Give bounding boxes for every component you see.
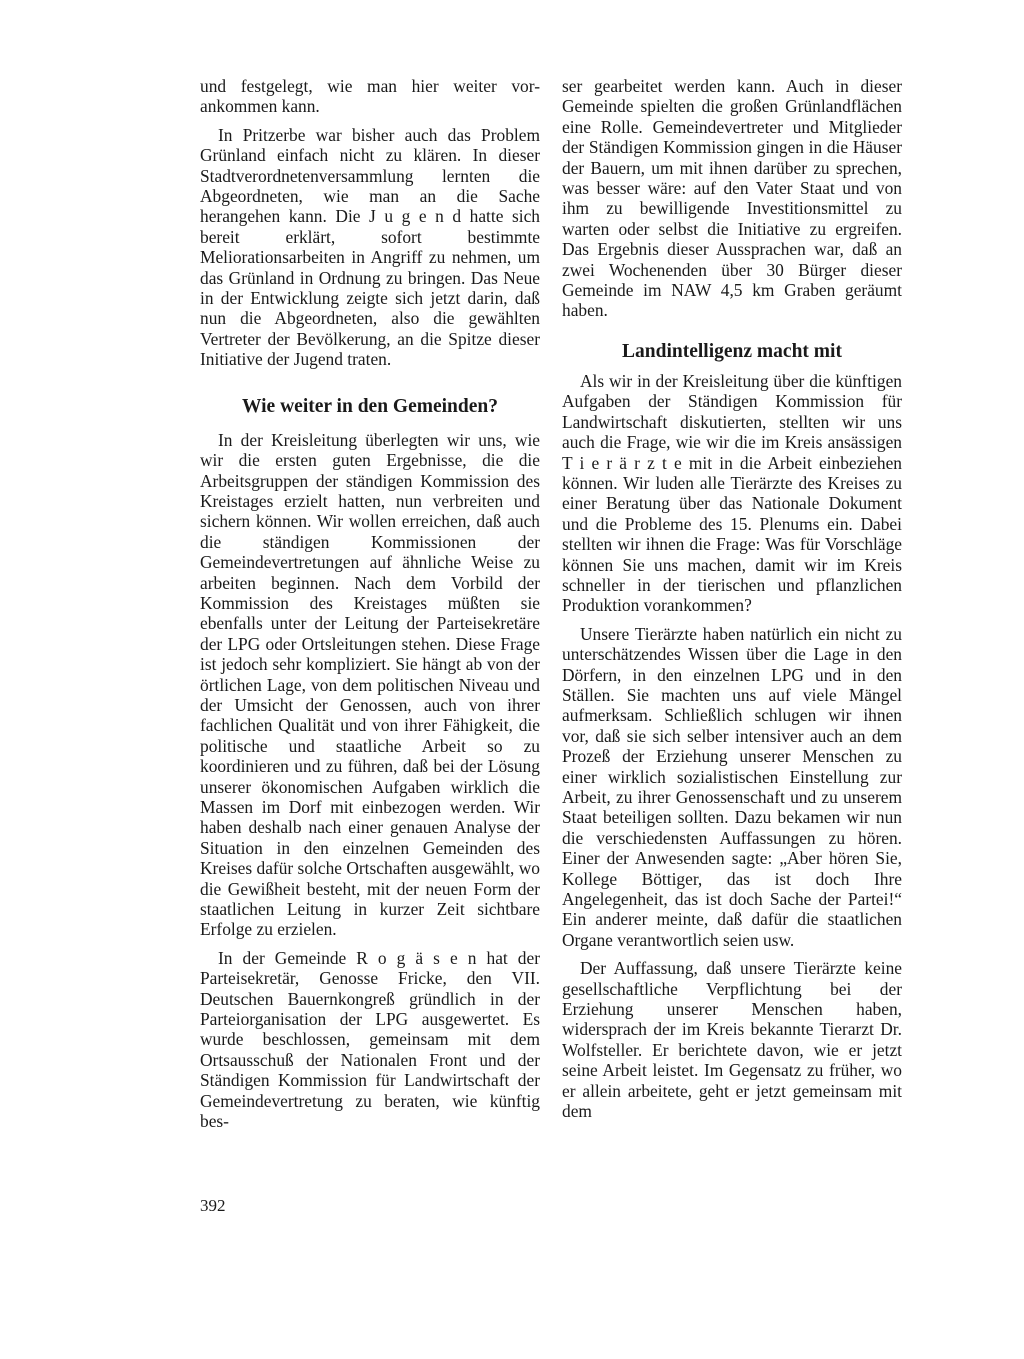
paragraph: In Pritzerbe war bisher auch das Problem Grünland einfach nicht zu klären. In dieser Stadtverordnetenversammlung lernten die Abgeordneten, wie man an die Sache herangehen kann. Die J u g e n d hatte sich bereit erklärt, sofort bestimmte Meliorationsarbeiten in Angriff zu nehmen, um das Grünland in Ordnung zu bringen. Das Neue in der Entwicklung zeigte sich jetzt darin, daß nun die Abgeordneten, also die gewählten Vertreter der Bevölkerung, an die Spitze dieser Initiative der Jugend traten. — [200, 124, 540, 370]
paragraph: ser gearbeitet werden kann. Auch in dieser Gemeinde spielten die großen Grünlandflächen eine Rolle. Gemeindevertreter und Mitglieder der Ständigen Kommission gingen in die Häuser der Bauern, um mit ihnen darüber zu sprechen, was besser wäre: auf den Vater Staat und von ihm zu bewilligende Investitionsmittel zu warten oder selbst die Initiative zu ergreifen. Das Ergebnis dieser Aussprachen war, daß an zwei Wochenenden über 30 Bürger dieser Gemeinde im NAW 4,5 km Graben geräumt haben. — [562, 76, 902, 321]
paragraph: Der Auffassung, daß unsere Tierärzte keine gesellschaftliche Verpflichtung bei der Erziehung unserer Menschen haben, widersprach der im Kreis bekannte Tierarzt Dr. Wolfsteller. Er berichtete davon, wie er jetzt seine Arbeit leistet. Im Gegensatz zu früher, wo er allein arbeitete, geht er jetzt gemeinsam mit dem — [562, 958, 902, 1122]
paragraph: In der Gemeinde R o g ä s e n hat der Parteisekretär, Genosse Fricke, den VII. Deutschen Bauernkongreß gründlich in der Parteiorganisation der LPG ausgewertet. Es wurde beschlossen, gemeinsam mit dem Ortsausschuß der Nationalen Front und der Ständigen Kommission für Landwirtschaft der Gemeindevertretung zu beraten, wie künftig bes- — [200, 947, 540, 1132]
right-column — [562, 76, 902, 1122]
paragraph: In der Kreisleitung überlegten wir uns, wie wir die ersten guten Ergebnisse, die die Arbeitsgruppen der ständigen Kommission des Kreistages erzielt hatten, nun verbreiten und sichern können. Wir wollen erreichen, daß auch die ständigen Kommissionen der Gemeindevertretungen auf ähnliche Weise zu arbeiten beginnen. Nach dem Vorbild der Kommission des Kreistages müßten sie ebenfalls unter der Leitung der Parteisekretäre der LPG oder Ortsleitungen stehen. Diese Frage ist jedoch sehr kompliziert. Sie hängt ab von der örtlichen Lage, von dem politischen Niveau und der Umsicht der Genossen, auch von ihrer fachlichen Qualität und von ihrer Fähigkeit, die politische und staatliche Arbeit so zu koordinieren und zu führen, daß bei der Lösung unserer ökonomischen Aufgaben wirklich die Massen im Dorf mit einbezogen werden. Wir haben deshalb nach einer genauen Analyse der Situation in den einzelnen Gemeinden des Kreises dafür solche Ortschaften ausgewählt, wo die Gewißheit besteht, mit der neuen Form der staatlichen Leitung in kurzer Zeit sichtbare Erfolge zu erzielen. — [200, 429, 540, 940]
paragraph: und festgelegt, wie man hier weiter vor-ankommen kann. — [200, 76, 540, 117]
page-number: 392 — [200, 1196, 226, 1215]
paragraph: Als wir in der Kreisleitung über die künftigen Aufgaben der Ständigen Kommission für Landwirtschaft diskutierten, stellten wir uns auch die Frage, wie wir die im Kreis ansässigen T i e r ä r z t e mit in die Arbeit einbeziehen können. Wir luden alle Tierärzte des Kreises zu einer Beratung über das Nationale Dokument und die Probleme des 15. Plenums ein. Dabei stellten wir ihnen die Frage: Was für Vorschläge können Sie uns machen, damit wir im Kreis schneller in der tierischen und pflanzlichen Produktion vorankommen? — [562, 370, 902, 616]
section-heading: Landintelligenz macht mit — [622, 340, 842, 362]
section-heading: Wie weiter in den Gemeinden? — [241, 395, 498, 417]
left-column — [200, 76, 540, 1132]
paragraph: Unsere Tierärzte haben natürlich ein nicht zu unterschätzendes Wissen über die Lage in den Dörfern, in den einzelnen LPG und in den Ställen. Sie machten uns auf viele Mängel aufmerksam. Schließlich schlugen wir ihnen vor, daß sie sich selber intensiver auch an dem Prozeß der Erziehung unserer Menschen zu einer wirklich sozialistischen Einstellung zur Arbeit, zu ihrer Genossenschaft und zu unserem Staat beteiligen sollten. Dazu bekamen wir nun die verschiedensten Auffassungen zu hören. Einer der Anwesenden sagte: „Aber hören Sie, Kollege Böttiger, das ist doch Ihre Angelegenheit, das ist doch Sache der Partei!“ Ein anderer meinte, daß dafür die staatlichen Organe verantwortlich seien usw. — [562, 623, 902, 950]
